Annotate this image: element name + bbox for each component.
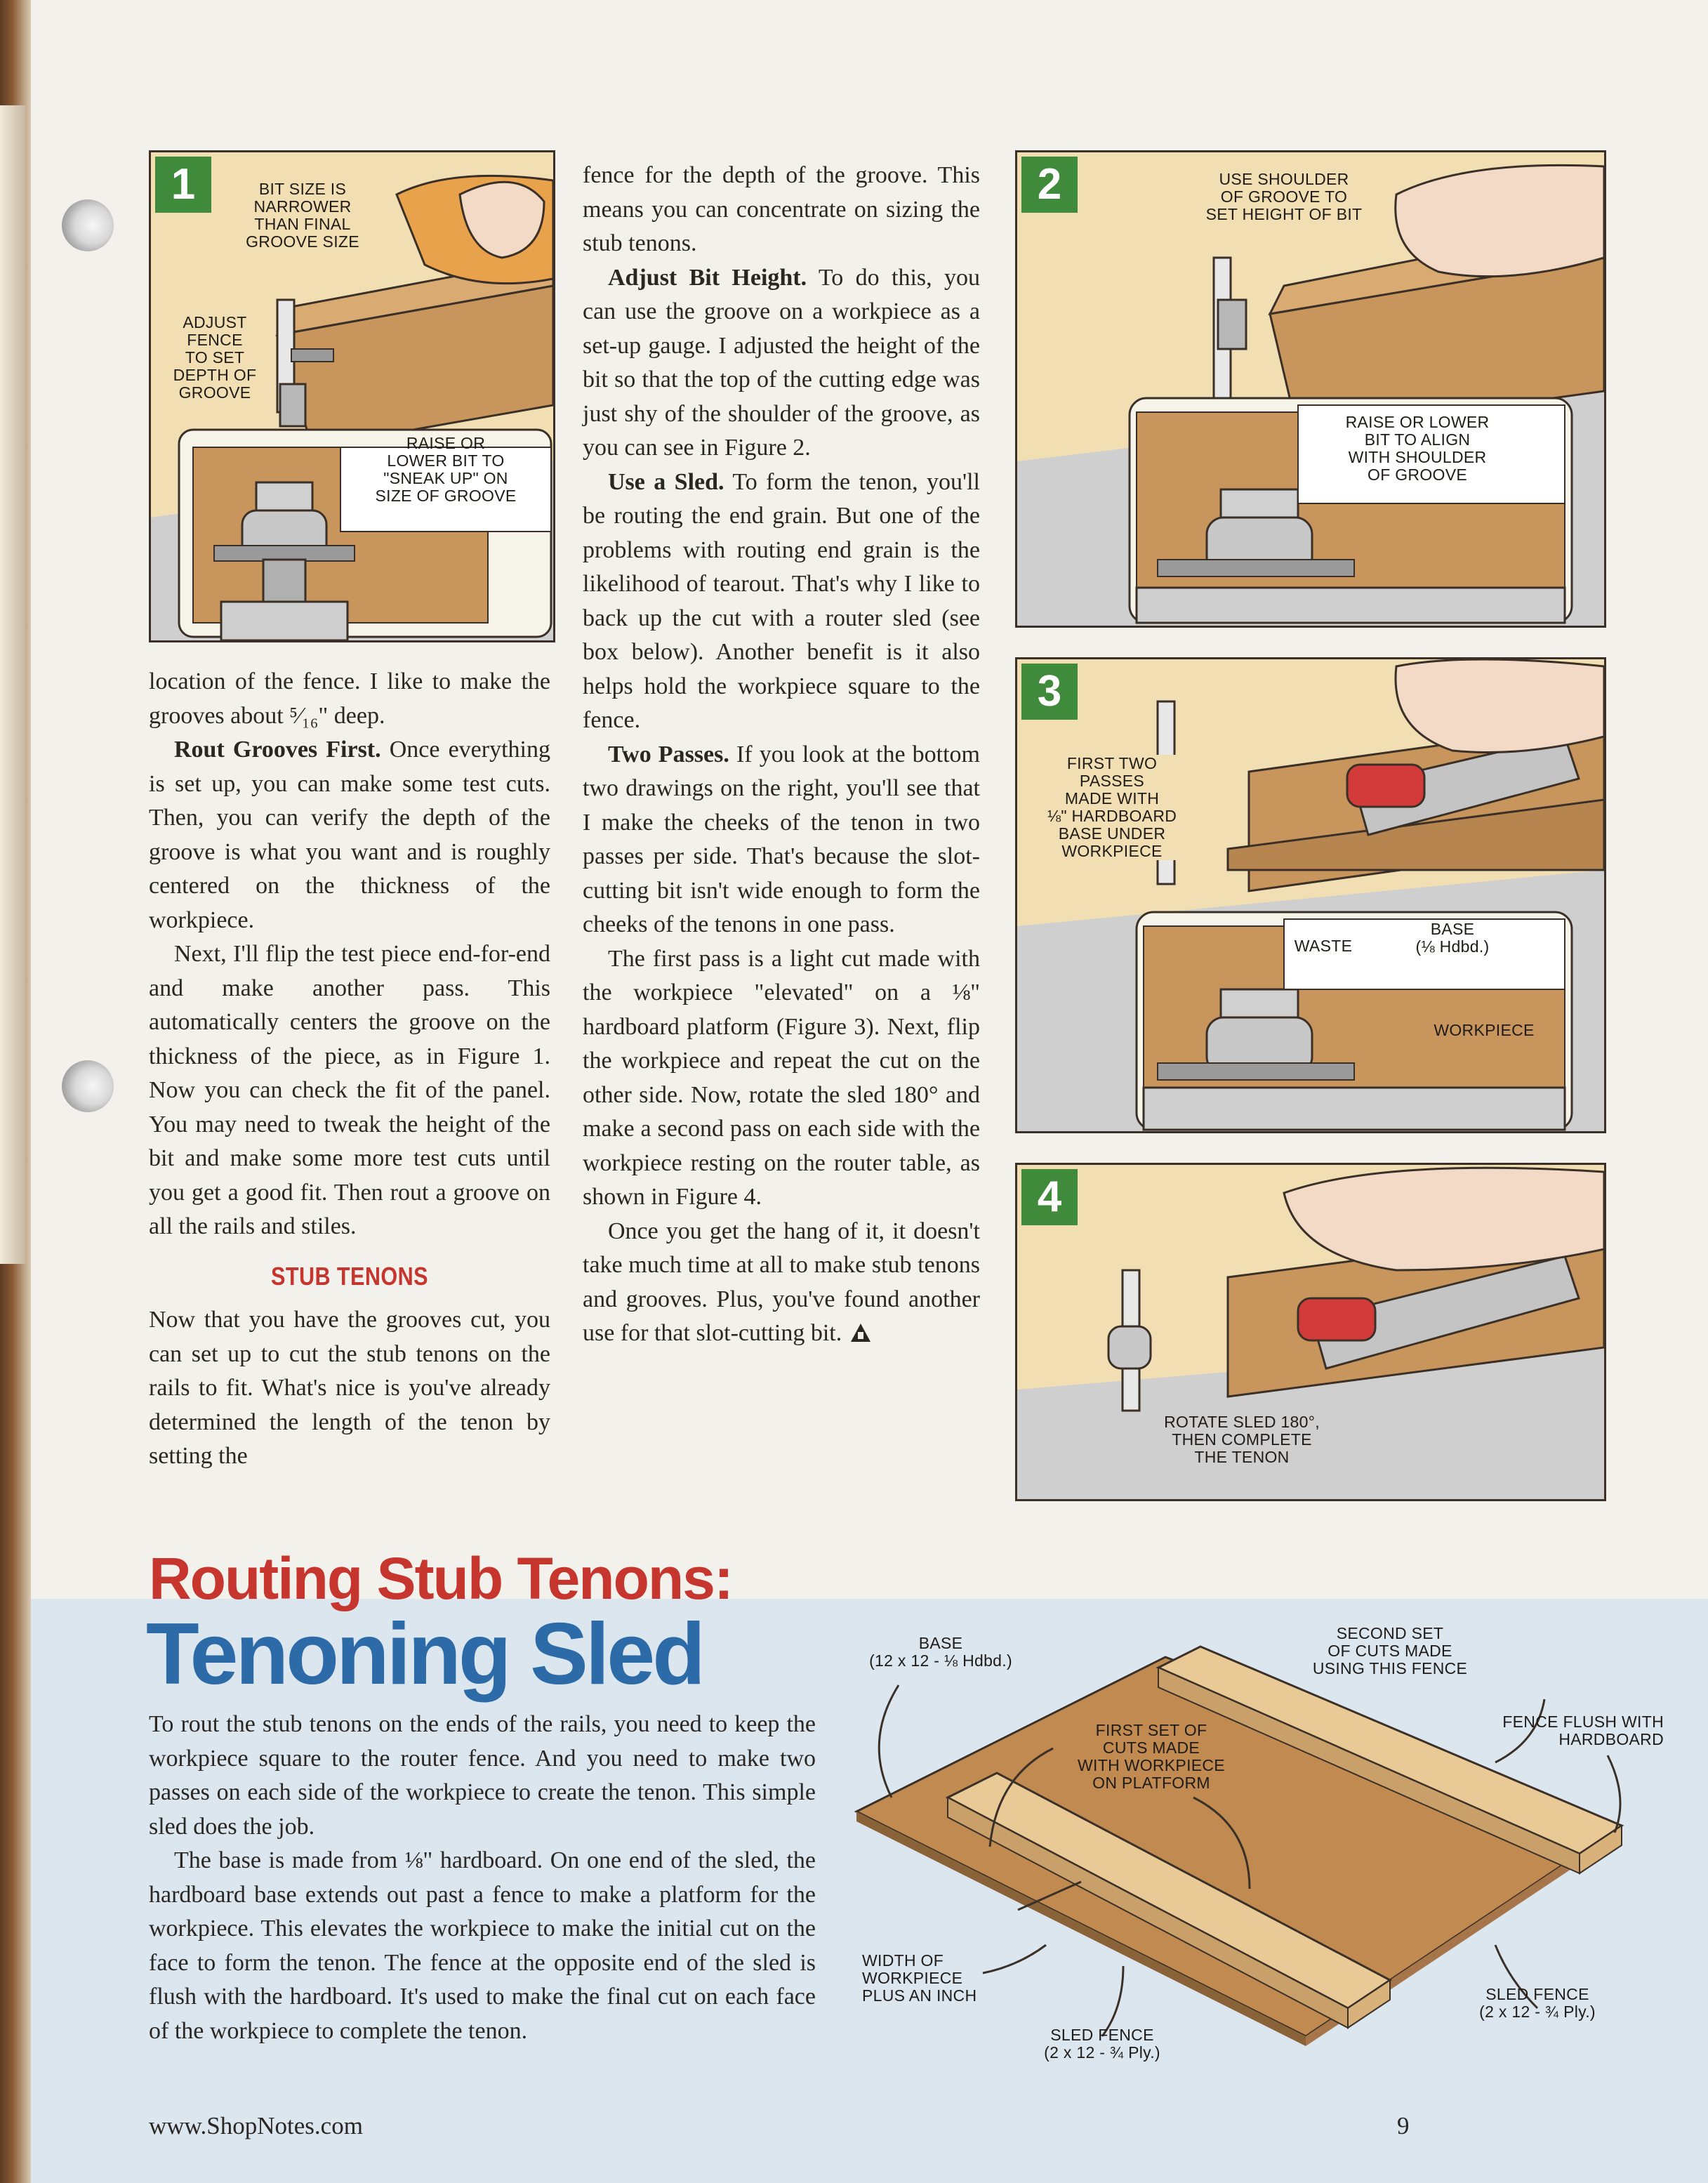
figure-1-callout-adjust-fence: ADJUST FENCE TO SET DEPTH OF GROOVE <box>173 313 257 402</box>
middle-text-column <box>583 159 980 1351</box>
left-paragraph-1: location of the fence. I like to make the grooves about ⁵⁄₁₆" deep. <box>149 668 550 729</box>
mid-paragraph-3: Use a Sled. To form the tenon, you'll be routing the end grain. But one of the problems with routing end grain is the likelihood of tearout. That's why I like to back up the cut with a router sled (see box below). Another benefit is it also helps hold the workpiece square to the fence. <box>583 468 980 733</box>
mid-paragraph-4: Two Passes. If you look at the bottom two drawings on the right, you'll see that I make the cheeks of the tenon in two passes per side. That's because the slot-cutting bit isn't wide enough to form the cheeks of the tenons in one pass. <box>583 741 980 937</box>
sidebar-text <box>149 1708 816 2048</box>
figure-2-illustration <box>1017 152 1604 626</box>
sidebar-paragraph-1: To rout the stub tenons on the ends of the rails, you need to keep the workpiece square to the router fence. And you need to make two passes on each side of the workpiece to create the tenon. This simple sled does the job. <box>149 1711 816 1840</box>
figure-3-number: 3 <box>1021 664 1078 720</box>
sled-callout-fence-flush: FENCE FLUSH WITH HARDBOARD <box>1502 1713 1664 1748</box>
sled-callout-second-set: SECOND SET OF CUTS MADE USING THIS FENCE <box>1312 1624 1468 1677</box>
figure-1-callout-bit-size: BIT SIZE IS NARROWER THAN FINAL GROOVE SIZE <box>246 180 359 251</box>
mid-paragraph-6: Once you get the hang of it, it doesn't take much time at all to make stub tenons and grooves. Plus, you've found another use for that slot-cutting bit. <box>583 1218 980 1346</box>
figure-1 <box>149 150 555 642</box>
run-in-head-adjust-bit: Adjust Bit Height. <box>608 264 807 291</box>
run-in-head-use-sled: Use a Sled. <box>608 468 724 495</box>
binder-hole-middle <box>62 1060 114 1112</box>
figure-2-callout-raise-lower: RAISE OR LOWER BIT TO ALIGN WITH SHOULDER OF GROOVE <box>1345 413 1490 484</box>
left-paragraph-4: Now that you have the grooves cut, you can set up to cut the stub tenons on the rails to fit. What's nice is you've already determined the length of the tenon by setting the <box>149 1307 550 1469</box>
mid-paragraph-2: Adjust Bit Height. To do this, you can use the groove on a workpiece as a set-up gauge. I adjusted the height of the bit so that the top of the cutting edge was just shy of the shoulder of the groove, as you can see in Figure 2. <box>583 264 980 461</box>
sled-callout-sled-fence-right: SLED FENCE (2 x 12 - ¾ Ply.) <box>1479 1985 1596 2021</box>
sled-diagram <box>842 1615 1664 2078</box>
figure-1-callout-raise-lower: RAISE OR LOWER BIT TO "SNEAK UP" ON SIZE OF GROOVE <box>375 434 517 505</box>
subhead-stub-tenons: STUB TENONS <box>270 1261 428 1291</box>
figure-2-number: 2 <box>1021 157 1078 213</box>
figure-1-number: 1 <box>155 157 211 213</box>
figure-3-callout-first-passes: FIRST TWO PASSES MADE WITH ⅛" HARDBOARD BASE UNDER WORKPIECE <box>1038 755 1186 860</box>
page-number: 9 <box>1397 2112 1410 2139</box>
left-paragraph-3: Next, I'll flip the test piece end-for-end and make another pass. This automatically centers the groove on the thickness of the piece, as in Figure 1. Now you can check the fit of the panel. You may need to tweak the height of the bit and make some more test cuts until you get a good fit. Then rout a groove on all the rails and stiles. <box>149 941 550 1239</box>
sled-callout-first-set: FIRST SET OF CUTS MADE WITH WORKPIECE ON PLATFORM <box>1078 1721 1225 1792</box>
figure-3-callout-base: BASE (⅛ Hdbd.) <box>1415 920 1490 956</box>
sled-callout-base: BASE (12 x 12 - ⅛ Hdbd.) <box>869 1634 1012 1670</box>
figure-3-illustration <box>1017 659 1604 1131</box>
sidebar-title-line-1: Routing Stub Tenons: <box>149 1545 732 1611</box>
end-of-article-icon <box>848 1321 873 1343</box>
figure-3-callout-workpiece: WORKPIECE <box>1434 1021 1535 1039</box>
sidebar-paragraph-2: The base is made from ⅛" hardboard. On one end of the sled, the hardboard base extends out past a fence to make a platform for the workpiece. This elevates the workpiece to make the initial cut on the face to form the tenon. The fence at the opposite end of the sled is flush with the hardboard. It's used to make the final cut on each face of the workpiece to complete the tenon. <box>149 1847 816 2044</box>
sled-callout-width: WIDTH OF WORKPIECE PLUS AN INCH <box>862 1951 977 2005</box>
figure-3-callout-waste: WASTE <box>1294 937 1353 955</box>
page-binding-strip <box>0 105 25 1264</box>
mid-paragraph-1: fence for the depth of the groove. This means you can concentrate on sizing the stub tenons. <box>583 162 980 256</box>
left-paragraph-2: Rout Grooves First. Once everything is set up, you can make some test cuts. Then, you can verify the depth of the groove is what you want and is roughly centered on the thickness of the workpiece. <box>149 737 550 933</box>
run-in-head-two-passes: Two Passes. <box>608 741 729 767</box>
sidebar-title-line-2: Tenoning Sled <box>146 1606 703 1703</box>
figure-4-number: 4 <box>1021 1169 1078 1225</box>
mid-paragraph-5: The first pass is a light cut made with the workpiece "elevated" on a ⅛" hardboard platform (Figure 3). Next, flip the workpiece and repeat the cut on the other side. Now, rotate the sled 180° and make a second pass on each side with the workpiece resting on the router table, as shown in Figure 4. <box>583 945 980 1210</box>
figure-2-callout-use-shoulder: USE SHOULDER OF GROOVE TO SET HEIGHT OF BIT <box>1205 170 1363 223</box>
run-in-head-rout-grooves: Rout Grooves First. <box>174 737 381 763</box>
figure-3 <box>1015 657 1606 1133</box>
left-text-column <box>149 665 550 1474</box>
figure-4 <box>1015 1163 1606 1501</box>
binder-hole-top <box>62 199 114 251</box>
sled-callout-sled-fence-bottom: SLED FENCE (2 x 12 - ¾ Ply.) <box>1044 2026 1160 2062</box>
figure-4-callout-rotate-sled: ROTATE SLED 180°, THEN COMPLETE THE TENON <box>1164 1413 1320 1466</box>
footer-url: www.ShopNotes.com <box>149 2112 363 2139</box>
figure-2 <box>1015 150 1606 628</box>
